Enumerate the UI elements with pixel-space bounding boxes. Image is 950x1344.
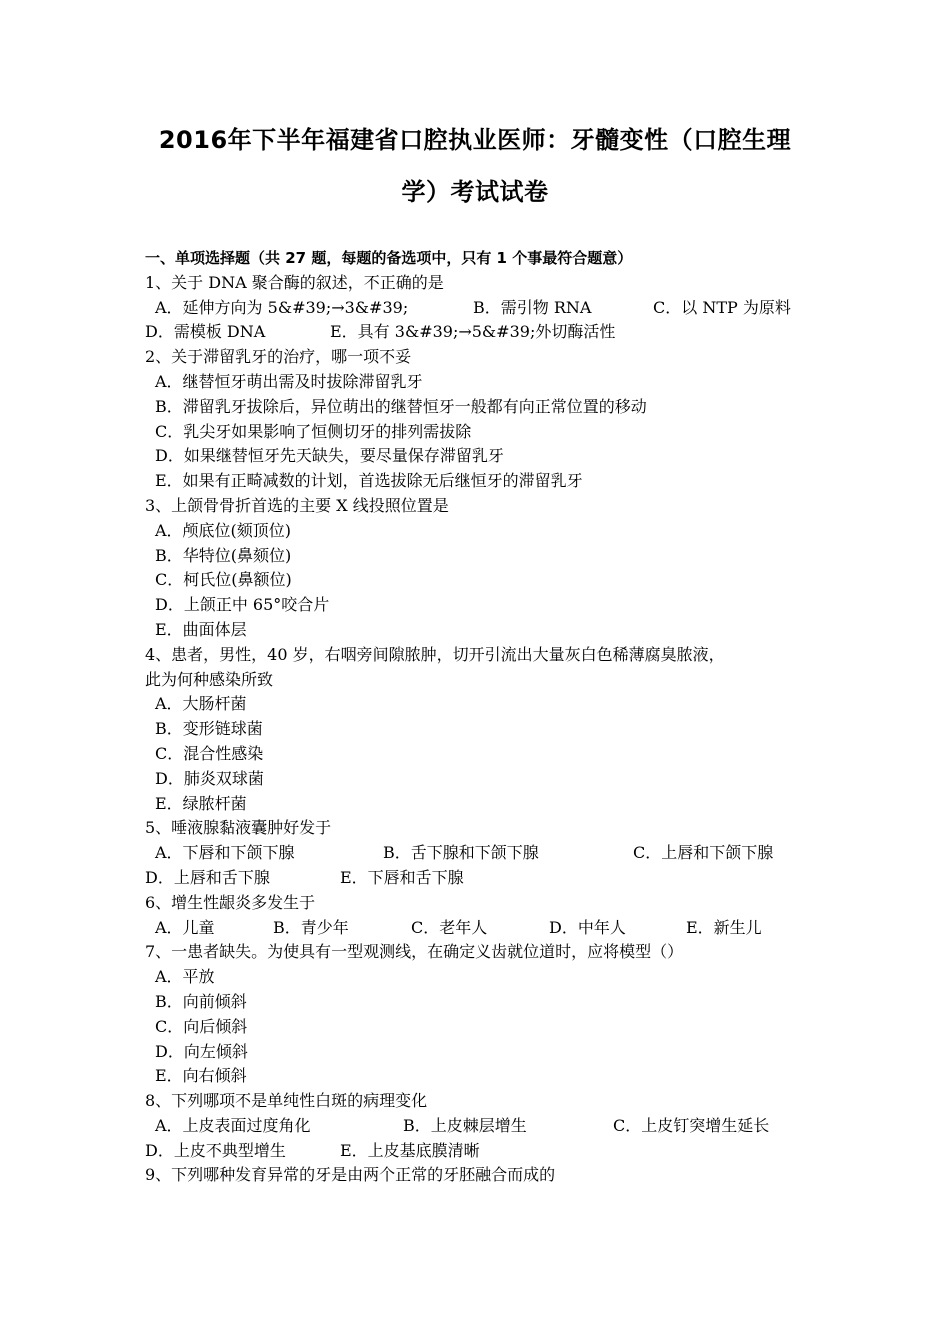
option-e: E．新生儿 <box>686 917 762 937</box>
question-4: 4、患者，男性，40 岁，右咽旁间隙脓肿，切开引流出大量灰白色稀薄腐臭脓液， <box>145 644 725 664</box>
option-c: C．柯氏位(鼻额位) <box>155 570 292 590</box>
option-c: C．老年人 <box>411 917 488 937</box>
option-a: A．延伸方向为 5&#39;→3&#39; <box>155 297 409 317</box>
question-1: 1、关于 DNA 聚合酶的叙述，不正确的是 <box>145 272 444 292</box>
option-c: C．乳尖牙如果影响了恒侧切牙的排列需拔除 <box>155 421 472 441</box>
option-d: D．上颌正中 65°咬合片 <box>155 595 330 615</box>
option-a: A．继替恒牙萌出需及时拔除滞留乳牙 <box>155 371 423 391</box>
option-a: A．儿童 <box>155 917 215 937</box>
option-c: C．以 NTP 为原料 <box>653 297 791 317</box>
option-e: E．具有 3&#39;→5&#39;外切酶活性 <box>330 322 616 342</box>
option-a: A．平放 <box>155 967 215 987</box>
option-a: A．下唇和下颌下腺 <box>155 843 295 863</box>
option-c: C．上唇和下颌下腺 <box>633 843 774 863</box>
option-d: D．上皮不典型增生 <box>145 1140 286 1160</box>
option-d: D．肺炎双球菌 <box>155 768 264 788</box>
question-6-options-row <box>145 916 825 941</box>
section-heading: 一、单项选择题（共 27 题，每题的备选项中，只有 1 个事最符合题意） <box>145 249 633 267</box>
option-b: B．华特位(鼻颏位) <box>155 545 292 565</box>
document-title-line1: 2016年下半年福建省口腔执业医师：牙髓变性（口腔生理 <box>158 126 792 154</box>
question-5-options-row2 <box>145 866 825 891</box>
option-d: D．需模板 DNA <box>145 322 266 342</box>
question-8: 8、下列哪项不是单纯性白斑的病理变化 <box>145 1091 428 1111</box>
option-e: E．上皮基底膜清晰 <box>340 1140 480 1160</box>
option-e: E．下唇和舌下腺 <box>340 867 464 887</box>
option-b: B．青少年 <box>273 917 349 937</box>
question-1-options-row2 <box>145 320 825 345</box>
option-a: A．大肠杆菌 <box>155 694 247 714</box>
option-e: E．向右倾斜 <box>155 1066 247 1086</box>
document-title-line2: 学）考试试卷 <box>401 178 549 206</box>
option-a: A．颅底位(颏顶位) <box>155 520 292 540</box>
option-d: D．中年人 <box>549 917 626 937</box>
option-a: A．上皮表面过度角化 <box>155 1115 311 1135</box>
question-1-options-row1 <box>145 296 825 321</box>
option-b: B．滞留乳牙拔除后，异位萌出的继替恒牙一般都有向正常位置的移动 <box>155 396 647 416</box>
question-8-options-row2 <box>145 1139 825 1164</box>
option-e: E．绿脓杆菌 <box>155 793 247 813</box>
option-b: B．变形链球菌 <box>155 719 263 739</box>
option-b: B．上皮棘层增生 <box>403 1115 527 1135</box>
option-d: D．如果继替恒牙先天缺失，要尽量保存滞留乳牙 <box>155 446 504 466</box>
option-c: C．上皮钉突增生延长 <box>613 1115 770 1135</box>
question-list <box>145 246 825 1188</box>
question-8-options-row1 <box>145 1114 825 1139</box>
question-7: 7、一患者缺失。为使具有一型观测线，在确定义齿就位道时，应将模型（） <box>145 942 684 962</box>
option-d: D．上唇和舌下腺 <box>145 867 270 887</box>
option-e: E．如果有正畸减数的计划，首选拔除无后继恒牙的滞留乳牙 <box>155 471 583 491</box>
option-b: B．舌下腺和下颌下腺 <box>383 843 539 863</box>
option-d: D．向左倾斜 <box>155 1041 248 1061</box>
question-4-continued: 此为何种感染所致 <box>145 669 274 689</box>
question-5-options-row1 <box>145 841 825 866</box>
option-e: E．曲面体层 <box>155 619 247 639</box>
question-2: 2、关于滞留乳牙的治疗，哪一项不妥 <box>145 347 412 367</box>
question-6: 6、增生性龈炎多发生于 <box>145 892 316 912</box>
option-b: B．需引物 RNA <box>473 297 592 317</box>
question-9: 9、下列哪种发育异常的牙是由两个正常的牙胚融合而成的 <box>145 1165 556 1185</box>
option-b: B．向前倾斜 <box>155 991 247 1011</box>
question-3: 3、上颌骨骨折首选的主要 X 线投照位置是 <box>145 495 449 515</box>
question-5: 5、唾液腺黏液囊肿好发于 <box>145 818 332 838</box>
option-c: C．向后倾斜 <box>155 1016 248 1036</box>
option-c: C．混合性感染 <box>155 743 264 763</box>
